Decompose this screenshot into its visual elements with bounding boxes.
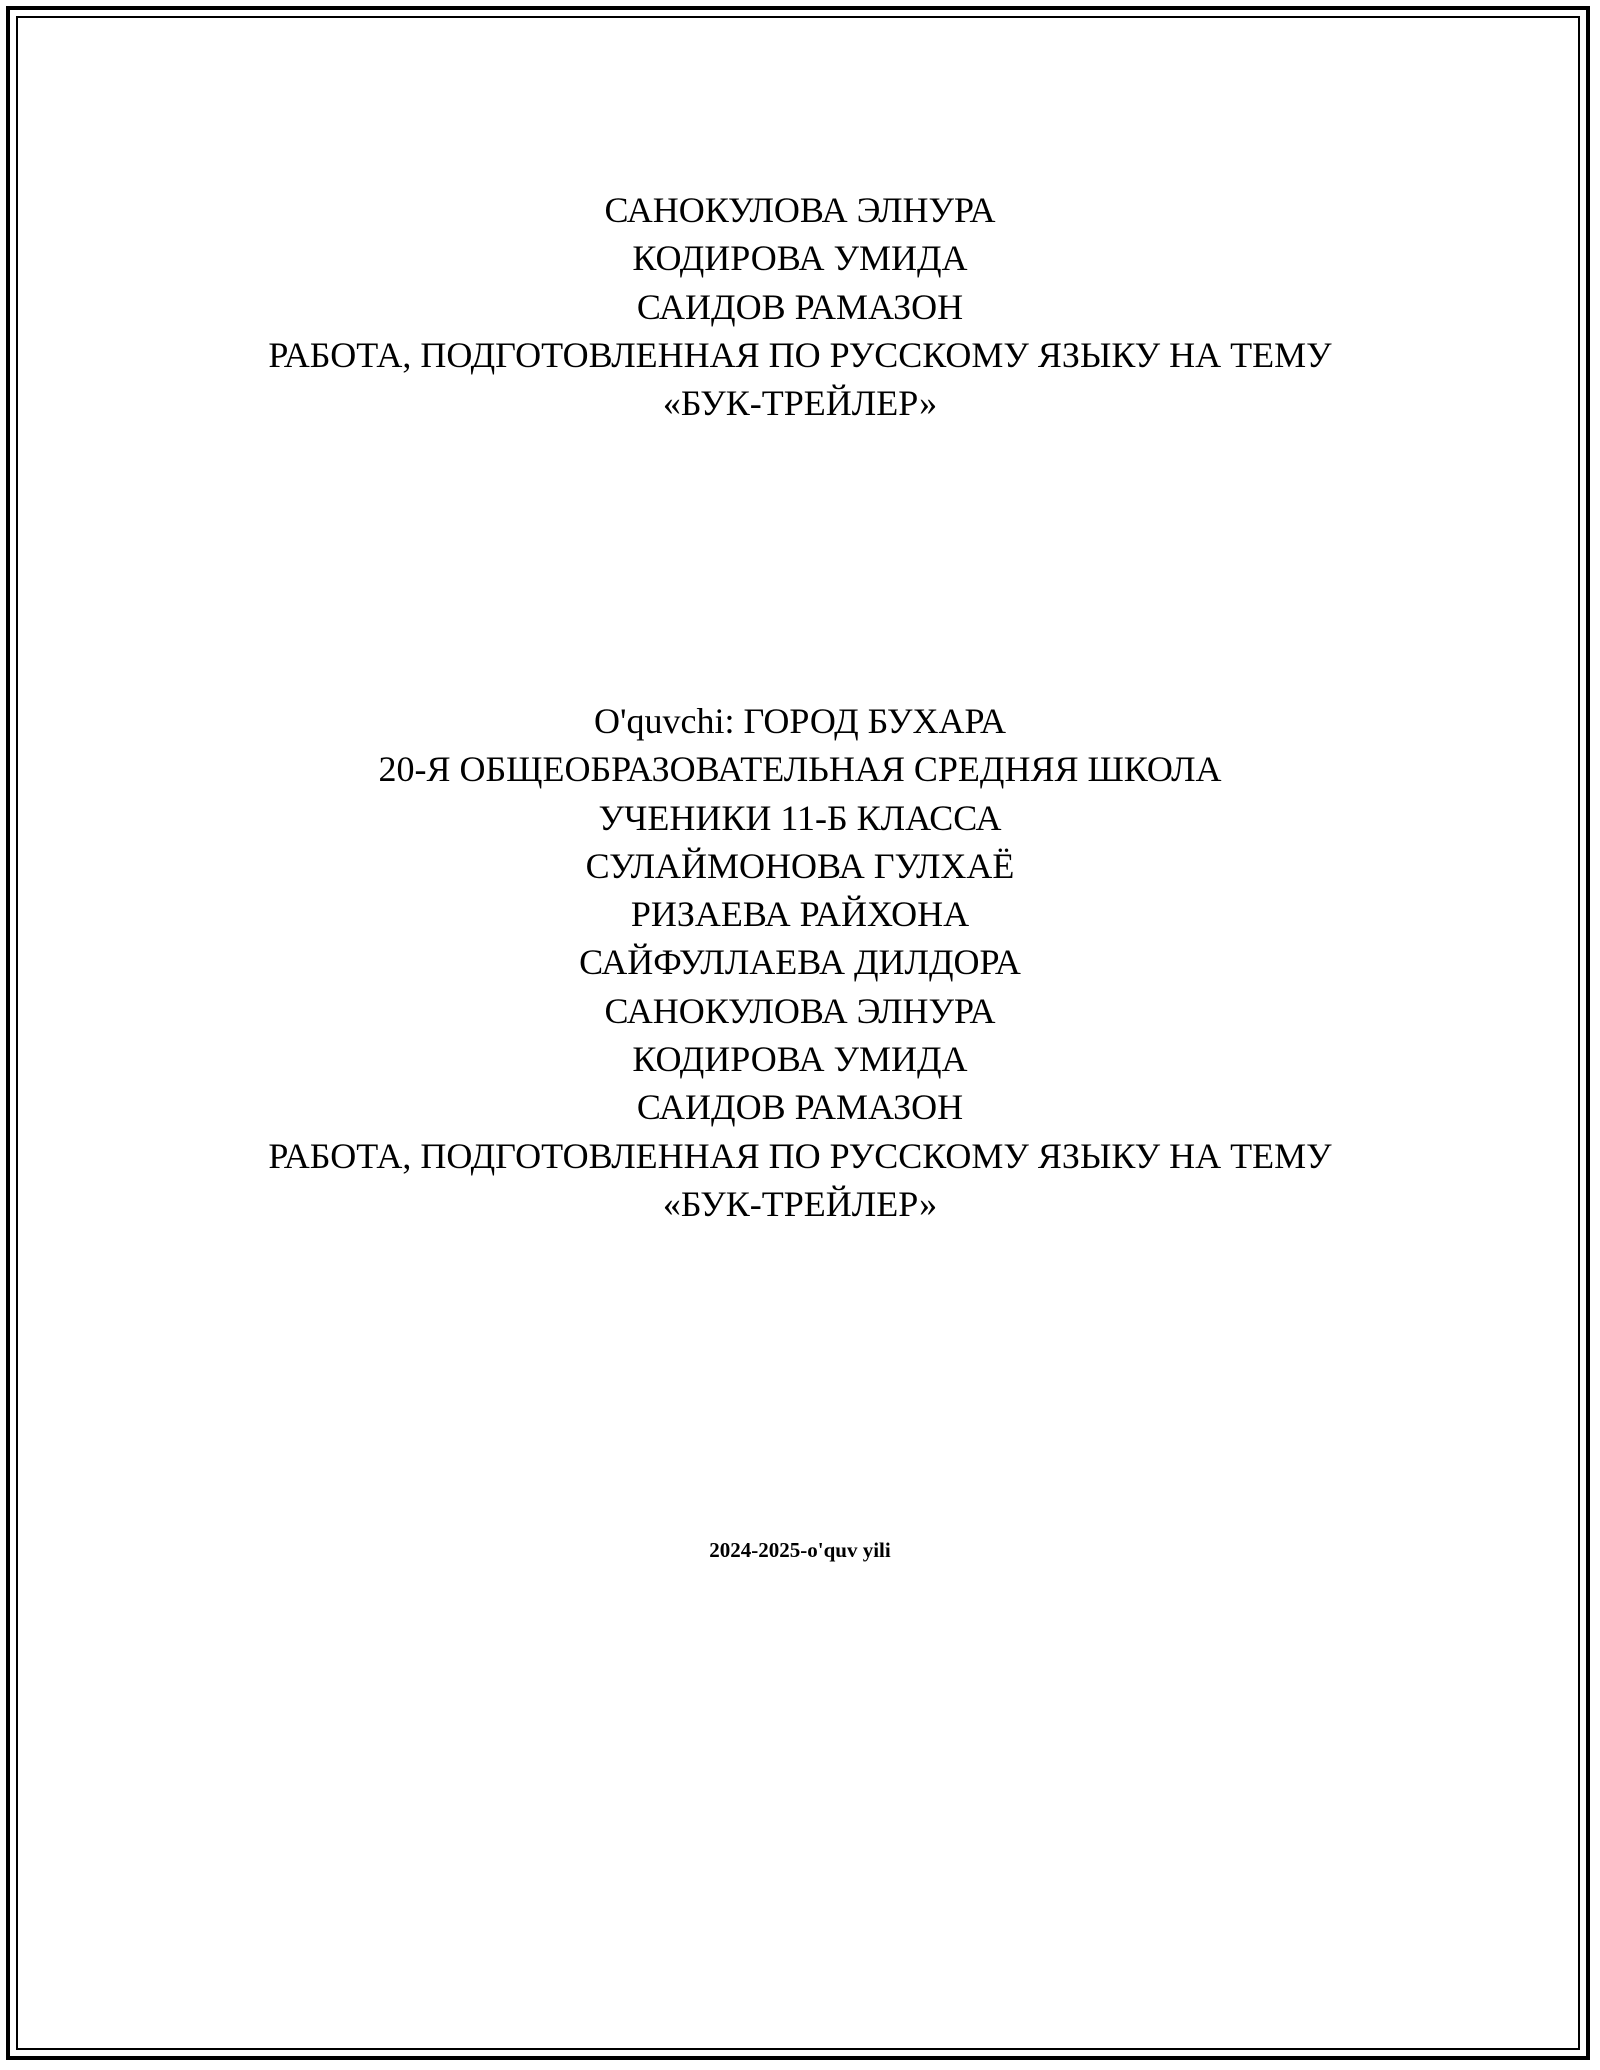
bottom-line-name-saidov: САИДОВ РАМАЗОН <box>636 1087 964 1128</box>
bottom-line-name-sayfullaeva: САЙФУЛЛАЕВА ДИЛДОРА <box>579 942 1021 983</box>
bottom-line-name-sanokulova: САНОКУЛОВА ЭЛНУРА <box>604 990 996 1031</box>
academic-year: 2024-2025-o'quv yili <box>709 1538 891 1562</box>
top-text-block <box>0 186 1600 427</box>
bottom-line-topic: «БУК-ТРЕЙЛЕР» <box>662 1183 938 1224</box>
bottom-line-name-sulaymonova: СУЛАЙМОНОВА ГУЛХАЁ <box>585 845 1015 886</box>
top-line-topic: «БУК-ТРЕЙЛЕР» <box>662 383 938 424</box>
bottom-line-work-title: РАБОТА, ПОДГОТОВЛЕННАЯ ПО РУССКОМУ ЯЗЫКУ НА ТЕМУ <box>268 1135 1332 1176</box>
top-line-name-kodirova: КОДИРОВА УМИДА <box>632 238 968 279</box>
top-line-name-saidov: САИДОВ РАМАЗОН <box>636 286 964 327</box>
bottom-line-name-rizaeva: РИЗАЕВА РАЙХОНА <box>630 894 970 935</box>
bottom-line-class: УЧЕНИКИ 11-Б КЛАССА <box>598 797 1002 838</box>
bottom-line-city: O'quvchi: ГОРОД БУХАРА <box>594 701 1006 741</box>
top-line-work-title: РАБОТА, ПОДГОТОВЛЕННАЯ ПО РУССКОМУ ЯЗЫКУ НА ТЕМУ <box>268 334 1332 375</box>
bottom-text-block <box>0 697 1600 1228</box>
bottom-line-name-kodirova: КОДИРОВА УМИДА <box>632 1039 968 1080</box>
top-line-name-sanokulova: САНОКУЛОВА ЭЛНУРА <box>604 190 996 230</box>
bottom-line-school: 20-Я ОБЩЕОБРАЗОВАТЕЛЬНАЯ СРЕДНЯЯ ШКОЛА <box>378 749 1222 790</box>
